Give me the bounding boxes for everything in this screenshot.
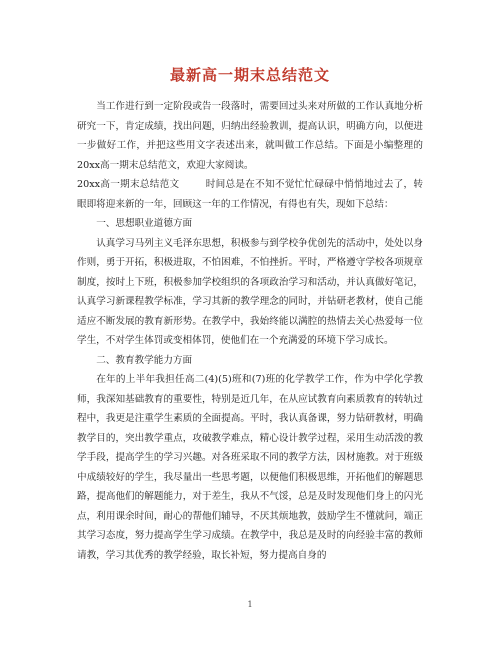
document-subtitle: 20xx高一期末总结范文: [77, 179, 180, 190]
first-paragraph: [77, 175, 423, 214]
section-paragraph-2: 在年的上半年我担任高二(4)(5)班和(7)班的化学教学工作，作为中学化学教师，我深知基础教育的重要性，特别是近几年，在从应试教育向素质教育的转轨过程中，我更是注重学生素质的全面提高。平时，我认真备课，努力钻研教材，明确教学目的，突出教学重点，攻破教学难点，精心设计教学过程，采用生动活泼的教学手段，提高学生的学习兴趣。对各班采取不同的教学方法，因材施教。对于班级中成绩较好的学生，我尽量出一些思考题，以便他们积极思维，开拓他们的解题思路，提高他们的解题能力，对于差生，我从不气馁，总是及时发现他们身上的闪光点，利用课余时间，耐心的帮他们辅导，不厌其烦地教，鼓励学生不懂就问，端正其学习态度，努力提高学生学习成绩。在教学中，我总是及时的向经验丰富的教师请教，学习其优秀的教学经验，取长补短，努力提高自身的: [77, 374, 423, 561]
document-title: 最新高一期末总结范文: [169, 66, 330, 84]
document-body: [77, 97, 423, 565]
intro-paragraph: 当工作进行到一定阶段或告一段落时，需要回过头来对所做的工作认真地分析研究一下，肯定成绩，找出问题，归纳出经验教训，提高认识，明确方向，以便进一步做好工作，并把这些用文字表述出来，就叫做工作总结。下面是小编整理的20xx高一期末总结范文，欢迎大家阅读。: [77, 101, 423, 171]
first-paragraph-text: 时间总是在不知不觉忙忙碌碌中悄悄地过去了，转眼即将迎来新的一年，回顾这一年的工作情况，有得也有失，现如下总结：: [77, 179, 423, 210]
section-heading-2: 二、教育教学能力方面: [96, 354, 193, 366]
section-heading-1: 一、思想职业道德方面: [96, 218, 193, 229]
page-number: 1: [247, 600, 253, 609]
section-paragraph-1: 认真学习马列主义毛泽东思想，积极参与到学校争优创先的活动中，处处以身作则，勇于开拓，积极进取，不怕困难，不怕挫折。平时，严格遵守学校各项规章制度，按时上下班，积极参加学校组织的各项政治学习和活动，并认真做好笔记，认真学习新课程教学标准，学习其新的教学理念的同时，并钻研老教材，使自己能适应不断发展的教育新形势。在教学中，我始终能以满腔的热情去关心热爱每一位学生，不对学生体罚或变相体罚，使他们在一个充满爱的环境下学习成长。: [77, 237, 423, 346]
